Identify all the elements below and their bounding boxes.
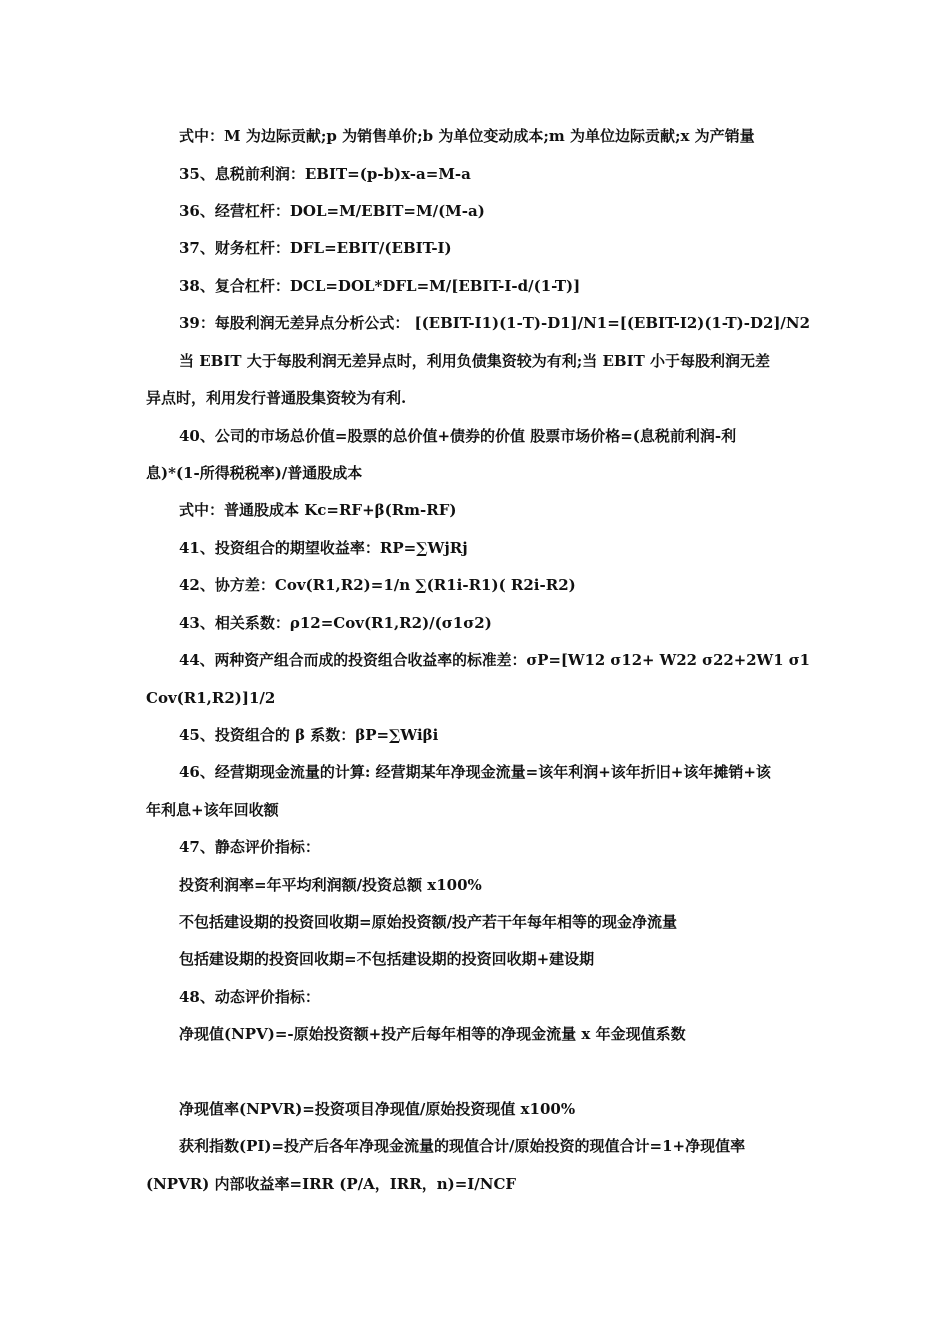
formula-payback-excl-construction: 不包括建设期的投资回收期=原始投资额/投产若干年每年相等的现金净流量 [179, 913, 678, 931]
formula-42-covariance: 42、协方差：Cov(R1,R2)=1/n ∑(R1i-R1)( R2i-R2) [179, 576, 576, 594]
formula-note-33-34: 式中：M 为边际贡献;p 为销售单价;b 为单位变动成本;m 为单位边际贡献;x 为产销量 [179, 127, 755, 145]
formula-46-cash-flow-line2: 年利息+该年回收额 [146, 801, 279, 819]
formula-investment-profit-rate: 投资利润率=年平均利润额/投资总额 x100% [179, 876, 482, 894]
formula-40-note: 式中：普通股成本 Kc=RF+β(Rm-RF) [179, 501, 457, 519]
formula-pi-irr-line2: (NPVR) 内部收益率=IRR (P/A，IRR，n)=I/NCF [146, 1175, 517, 1193]
formula-46-cash-flow-line1: 46、经营期现金流量的计算: 经营期某年净现金流量=该年利润+该年折旧+该年摊销+该 [179, 763, 771, 781]
formula-44-std-dev-line1: 44、两种资产组合而成的投资组合收益率的标准差：σP=[W12 σ12+ W22 σ22+2W1 σ1 [179, 651, 810, 669]
formula-38-dcl: 38、复合杠杆：DCL=DOL*DFL=M/[EBIT-I-d/(1-T)] [179, 277, 581, 295]
formula-37-dfl: 37、财务杠杆：DFL=EBIT/(EBIT-I) [179, 239, 452, 257]
heading-47-static-indicators: 47、静态评价指标： [179, 838, 320, 856]
formula-pi-line1: 获利指数(PI)=投产后各年净现金流量的现值合计/原始投资的现值合计=1+净现值率 [179, 1137, 746, 1155]
text-39-explanation-line1: 当 EBIT 大于每股利润无差异点时，利用负债集资较为有利;当 EBIT 小于每股利润无差 [179, 352, 771, 370]
formula-45-portfolio-beta: 45、投资组合的 β 系数：βP=∑Wiβi [179, 726, 439, 744]
formula-35-ebit: 35、息税前利润：EBIT=(p-b)x-a=M-a [179, 165, 471, 183]
text-39-explanation-line2: 异点时，利用发行普通股集资较为有利. [146, 389, 407, 407]
formula-40-market-value-line1: 40、公司的市场总价值=股票的总价值+债券的价值 股票市场价格=(息税前利润-利 [179, 427, 737, 445]
heading-48-dynamic-indicators: 48、动态评价指标： [179, 988, 320, 1006]
formula-npv: 净现值(NPV)=-原始投资额+投产后每年相等的净现金流量 x 年金现值系数 [179, 1025, 686, 1043]
formula-39-eps-indifference: 39：每股利润无差异点分析公式： [(EBIT-I1)(1-T)-D1]/N1=[(EBIT-I2)(1-T)-D2]/N2 [179, 314, 810, 332]
formula-payback-incl-construction: 包括建设期的投资回收期=不包括建设期的投资回收期+建设期 [179, 950, 595, 968]
formula-npvr: 净现值率(NPVR)=投资项目净现值/原始投资现值 x100% [179, 1100, 576, 1118]
formula-40-market-value-line2: 息)*(1-所得税税率)/普通股成本 [146, 464, 363, 482]
formula-43-correlation: 43、相关系数：ρ12=Cov(R1,R2)/(σ1σ2) [179, 614, 492, 632]
formula-41-expected-return: 41、投资组合的期望收益率：RP=∑WjRj [179, 539, 468, 557]
formula-36-dol: 36、经营杠杆：DOL=M/EBIT=M/(M-a) [179, 202, 485, 220]
formula-44-std-dev-line2: Cov(R1,R2)]1/2 [146, 689, 276, 707]
